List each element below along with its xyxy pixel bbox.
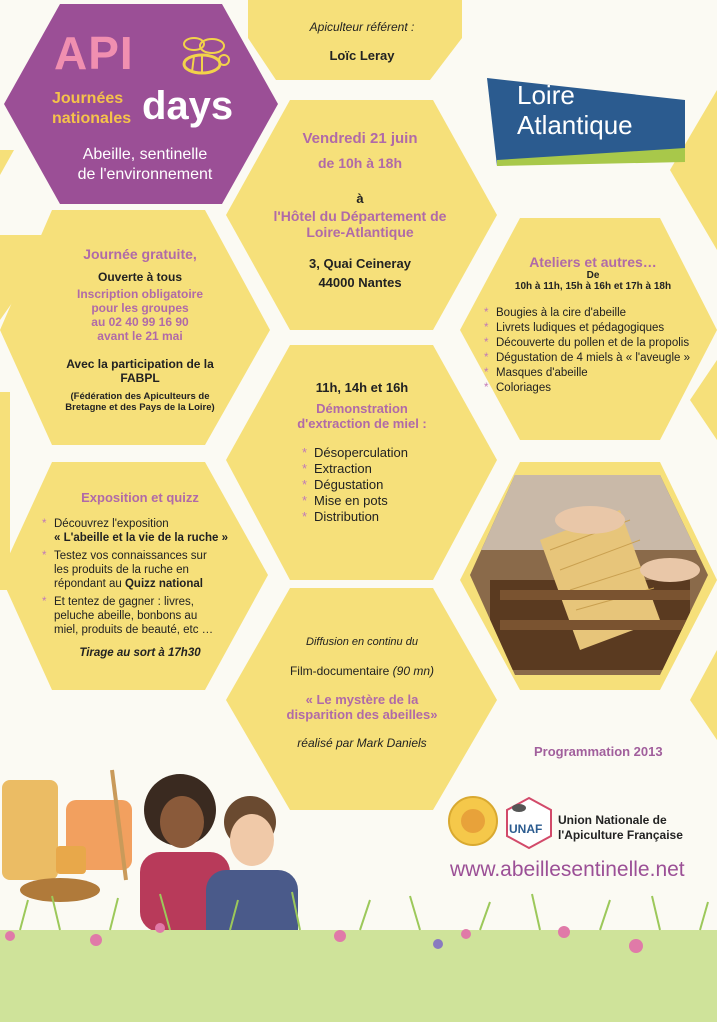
demo-title2: d'extraction de miel :	[297, 416, 427, 431]
list-item	[40, 595, 240, 637]
atlantique-label: Atlantique	[517, 110, 633, 140]
event-hours: de 10h à 18h	[317, 155, 403, 171]
federation-line2: Bretagne et des Pays de la Loire)	[65, 402, 215, 413]
expo-item2c: répondant au	[54, 578, 125, 590]
list-item: * Dégustation de 4 miels à « l'aveugle »	[482, 351, 708, 366]
list-item: * Mise en pots	[300, 493, 462, 509]
list-item: * Extraction	[300, 461, 462, 477]
journees-label: Journées	[52, 90, 124, 107]
film-type: Film-documentaire	[289, 664, 393, 678]
free-title: Journée gratuite,	[83, 246, 197, 262]
union-line1: Union Nationale de	[558, 813, 667, 827]
film-title2: disparition des abeilles»	[286, 707, 438, 722]
tagline-line2: de l'environnement	[77, 166, 213, 183]
list-item: * Bougies à la cire d'abeille	[482, 306, 708, 321]
list-item: * Masques d'abeille	[482, 366, 708, 381]
demo-title1: Démonstration	[316, 401, 408, 416]
list-item	[40, 549, 240, 591]
event-date: Vendredi 21 juin	[302, 130, 418, 147]
insc-line1: Inscription obligatoire	[76, 287, 203, 301]
expo-item3b: peluche abeille, bonbons au	[54, 610, 198, 622]
expo-item1a: Découvrez l'exposition	[54, 518, 169, 530]
union-line2: l'Apiculture Française	[558, 828, 683, 842]
event-address1: 3, Quai Ceineray	[309, 256, 411, 271]
film-title1: « Le mystère de la	[305, 692, 419, 707]
list-item: * Livrets ludiques et pédagogiques	[482, 321, 708, 336]
film-duration: (90 mn)	[392, 664, 435, 678]
expo-list	[40, 517, 240, 637]
expo-item1b: « L'abeille et la vie de la ruche »	[54, 532, 229, 544]
unaf-label: UNAF	[509, 822, 543, 836]
beehive-photo	[470, 470, 710, 680]
film-diffusion: Diffusion en continu du	[306, 636, 418, 648]
loire-atlantique-logo	[487, 70, 685, 166]
film-by: réalisé par Mark Daniels	[297, 736, 427, 750]
list-item: * Coloriages	[482, 381, 708, 396]
participation-line2: FABPL	[120, 371, 160, 385]
tagline-line1: Abeille, sentinelle	[82, 146, 208, 163]
programmation-label: Programmation 2013	[534, 744, 663, 759]
federation-line1: (Fédération des Apiculteurs de	[70, 391, 210, 402]
participation-line1: Avec la participation de la	[66, 357, 214, 371]
insc-line3: au 02 40 99 16 90	[91, 315, 189, 329]
loire-label: Loire	[517, 80, 575, 110]
demo-block	[262, 380, 462, 525]
ateliers-block	[478, 254, 708, 396]
referent-block	[262, 20, 462, 63]
demo-list	[300, 445, 462, 525]
list-item: * Désoperculation	[300, 445, 462, 461]
event-address2: 44000 Nantes	[318, 275, 402, 290]
bee-icon	[172, 32, 240, 82]
nationales-label: nationales	[52, 110, 132, 127]
days-title: days	[142, 84, 234, 128]
website-link[interactable]: www.abeillesentinelle.net	[450, 858, 685, 881]
expo-item3c: miel, produits de beauté, etc …	[54, 624, 214, 636]
ateliers-list	[482, 306, 708, 396]
expo-item2a: Testez vos connaissances sur	[54, 550, 207, 562]
insc-line2: pour les groupes	[91, 301, 189, 315]
expo-item3a: Et tentez de gagner : livres,	[54, 596, 194, 608]
ateliers-de: De	[586, 270, 600, 281]
event-place1: l'Hôtel du Département de	[273, 208, 447, 224]
referent-label: Apiculteur référent :	[309, 20, 415, 34]
event-block	[250, 130, 470, 290]
insc-line4: avant le 21 mai	[97, 329, 183, 343]
list-item: * Distribution	[300, 509, 462, 525]
expo-item2b: les produits de la ruche en	[54, 564, 189, 576]
event-a: à	[356, 191, 364, 206]
ateliers-title: Ateliers et autres…	[529, 254, 657, 270]
expo-block	[40, 490, 240, 659]
list-item: * Dégustation	[300, 477, 462, 493]
referent-name: Loïc Leray	[329, 48, 395, 63]
event-place2: Loire-Atlantique	[306, 224, 414, 240]
list-item: * Découverte du pollen et de la propolis	[482, 336, 708, 351]
expo-item2d: Quizz national	[124, 578, 203, 590]
ateliers-times: 10h à 11h, 15h à 16h et 17h à 18h	[514, 281, 672, 292]
film-block	[252, 636, 472, 750]
api-days-logo	[40, 22, 250, 192]
film-line	[252, 664, 472, 678]
tirage-text: Tirage au sort à 17h30	[79, 647, 201, 659]
free-day-block	[30, 246, 250, 413]
children-honey-illustration	[0, 760, 717, 1022]
free-open: Ouverte à tous	[97, 270, 183, 284]
expo-title: Exposition et quizz	[81, 490, 199, 505]
api-title: API	[54, 27, 134, 79]
demo-times: 11h, 14h et 16h	[315, 380, 409, 395]
list-item	[40, 517, 240, 545]
